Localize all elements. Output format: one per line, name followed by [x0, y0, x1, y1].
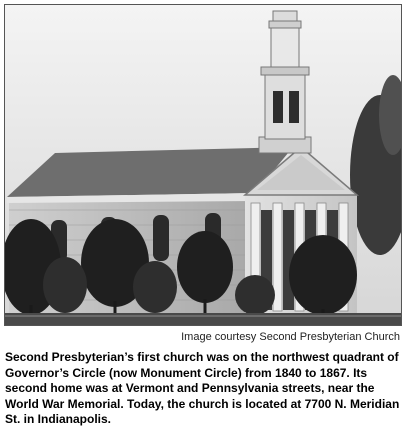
- photo-caption: Second Presbyterian’s first church was on the northwest quadrant of Governor’s Circle (now Monument Circle) from 1840 to 1867. Its second home was at Vermont and Pennsylvania streets, near the World War Memorial. Today, the church is located at 7700 N. Meridian St. in Indianapolis.: [5, 350, 400, 426]
- image-credit: Image courtesy Second Presbyterian Church: [181, 331, 400, 343]
- church-photo: [4, 4, 402, 326]
